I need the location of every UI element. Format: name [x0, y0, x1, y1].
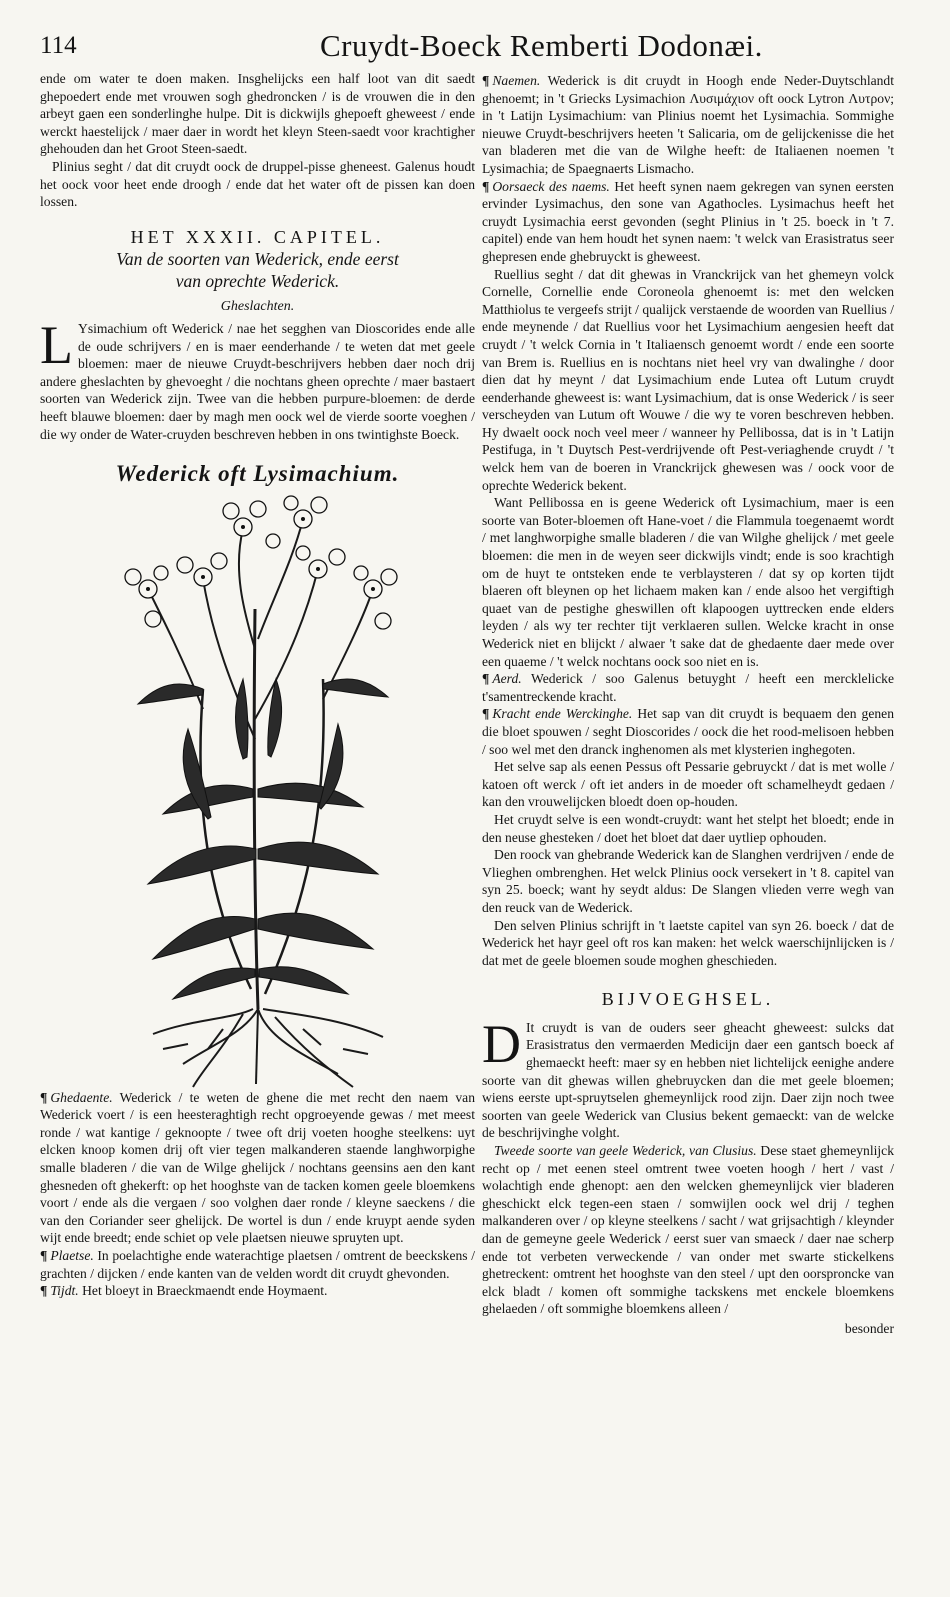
- paragraph-mark: ¶: [482, 671, 490, 687]
- oorsaeck-paragraph: [482, 178, 894, 266]
- running-title: Cruydt-Boeck Remberti Dodonæi.: [320, 28, 763, 63]
- pellibossa-paragraph: Want Pellibossa en is geene Wederick oft Lysimachium, maer is een soorte van Boter-bloemen oft Hane-voet / die Flammula toegenaemt wordt / met langhworpighe smalle bladeren / die van Wilghe ghelijck / met geele bloemen: die men in de weyen seer dickwijls vindt; ende is soo krachtigh om de huyt te ontsteken ende te verblaysteren / dat sy op korten tijdt blaeren oft bleynen op het lichaem maken kan / ende alsoo het vergiftigh quaet van de pestighe gheswillen oft klapoogen uyttrecken ende elders leyden / als wy ter rechter tijt verklaeren sullen. Welcke kracht in onse Wederick niet en blijckt / alwaer 't sake dat de ghedaente daer mede over een quaeme / 't welck nochtans oock soo niet en is.: [482, 495, 894, 669]
- naemen-text: Wederick is dit cruydt in Hoogh ende Neder-Duytschlandt ghenoemt; in 't Griecks Lysimachion Λυσιμάχιον oft oock Lytron Λυτρον; in 't Latijn Lysimachium: van Plinius noemt het Lysimachia. Sommighe nieuwe Cruydt-beschrijvers heeten 't Salicaria, om de gelijckenisse die het van bladeren met die van de Wilghe heeft: de Italiaenen noemen 't Lysimachia; de Spaegnaerts Lismacho.: [482, 73, 894, 176]
- naemen-label: Naemen.: [492, 73, 541, 88]
- figure-caption: Wederick oft Lysimachium.: [115, 461, 400, 487]
- tweede-soorte-label: Tweede soorte van geele Wederick, van Clusius.: [494, 1143, 757, 1159]
- plinius-paragraph: Plinius seght / dat dit cruydt oock de druppel-pisse gheneest. Galenus houdt het oock voor heet ende droogh / ende dat het water oft de pissen kan doen lossen.: [40, 158, 475, 210]
- chapter-heading: HET XXXII. CAPITEL.: [130, 226, 385, 247]
- plaetse-paragraph: [40, 1247, 475, 1282]
- plaetse-label: Plaetse.: [50, 1248, 94, 1264]
- kracht-paragraph: [482, 705, 894, 758]
- paragraph-mark: ¶: [482, 73, 490, 88]
- top-paragraph: ende om water te doen maken. Insghelijcks een half loot van dit saedt ghepoedert ende met vrouwen sogh ghedroncken / is de vrouwen die in den arbeyt gaen een sonderlinghe hulpe. Dit is dickwijls ghepoeft gheweest / ende werckt haestelijck / maer daer in wordt het kleyn Steen-saedt voor krachtigher ghehouden dan het Groot Steen-saedt.: [40, 71, 475, 157]
- naemen-paragraph: [482, 72, 894, 178]
- bijvoegsel-heading: BIJVOEGHSEL.: [601, 989, 775, 1010]
- paragraph-mark: ¶: [40, 1089, 48, 1105]
- tijdt-label: Tijdt.: [50, 1283, 79, 1299]
- ghedaente-paragraph: [40, 1089, 475, 1247]
- oorsaeck-text: Het heeft synen naem gekregen van synen eersten ervinder Lysimachus, den sone van Agathocles. Lysimachus heeft het cruydt Lysimachia eerst gevonden (seght Plinius in 't 25. boeck in 't 7. capitel) ende van hem houdt het synen naem: 't welck van Erasistratus seer ghepresen ende ghebruyckt is gheweest.: [482, 178, 894, 264]
- tijdt-text: Het bloeyt in Braeckmaendt ende Hoymaent.: [82, 1283, 328, 1299]
- paragraph-mark: ¶: [40, 1283, 48, 1299]
- aerd-label: Aerd.: [492, 671, 522, 687]
- right-column: [482, 72, 894, 1338]
- bijvoegsel-paragraph: [482, 1013, 894, 1142]
- kracht-text: Het sap van dit cruydt is bequaem den genen die bloet spouwen / seght Dioscorides / oock die het rood-melisoen hebben / soo wel met den dranck inghenomen als met klysterien inghegoten.: [482, 706, 894, 757]
- ghedaente-label: Ghedaente.: [50, 1089, 113, 1105]
- lysimachium-woodcut-illustration: [93, 489, 423, 1089]
- kracht-paragraph-2: Het selve sap als eenen Pessus oft Pessarie gebruyckt / dat is met wolle / katoen oft werck / oft iet anders in de moeder oft schamelheydt gedaen / kan den vrouwelijcken bloedt doen op-houden.: [482, 759, 894, 810]
- drop-cap-letter: D: [482, 1013, 521, 1074]
- left-column: [40, 70, 475, 1300]
- page-number: 114: [40, 32, 77, 59]
- bijvoegsel-text: It cruydt is van de ouders seer gheacht gheweest: sulcks dat Erasistratus den vermaerden Medicijn daer een gantsch boeck af ghemaeckt heeft: maer sy en hebben niet lichtelijck eenighe andere soorte van dit ghewas willen ghebruycken dan die met geele bloemen; wiens eerste upt-spruytselen ghemeynlijck rood zijn. Daer zijn noch twee soorten van geele Wederick van Clusius bekent gemaeckt: van de welcke de beschrijvinghe volght.: [482, 1019, 894, 1141]
- page-header: [40, 28, 910, 70]
- geslachten-paragraph: [40, 314, 475, 443]
- kracht-label: Kracht ende Werckinghe.: [492, 706, 633, 722]
- plaetse-text: In poelachtighe ende waterachtige plaetsen / omtrent de beeckskens / grachten / dijcken / ende kanten van de velden wordt dit cruydt ghevonden.: [40, 1248, 475, 1281]
- paragraph-mark: ¶: [482, 706, 490, 722]
- chapter-subtitle-line-1: Van de soorten van Wederick, ende eerst: [116, 249, 399, 270]
- tijdt-paragraph: [40, 1282, 475, 1300]
- paragraph-mark: ¶: [482, 178, 490, 194]
- tweede-soorte-paragraph: [482, 1142, 894, 1318]
- tweede-soorte-text: Dese staet ghemeynlijck recht op / met eenen steel omtrent twee voeten hoogh / hert / vast / wolachtigh ende ghenopt: aen den welcken ghemeynlijck vier bladeren gheschickt elck tegen-een staen / somwijlen oock wel drij / teghen malkanderen over / op kleyne steelkens / sacht / wat grijsachtigh / kleynder dan de gemeyne geele Wederick / eerst suer van smaeck / daer nae scherp ende tot verbeten verweckende / van onder met swarte stickelkens ghetreckent: omtrent het hooghste van den steel / upt den oorsproncke van elck bladt / komen oft sommighe tackskens met enckele bloemkens ghelaeden / oft sommighe bloemkens alleen /: [482, 1143, 894, 1317]
- chapter-subtitle-line-2: van oprechte Wederick.: [175, 271, 340, 292]
- oorsaeck-label: Oorsaeck des naems.: [492, 178, 610, 194]
- catchword: besonder: [844, 1320, 894, 1336]
- geslachten-text: Ysimachium oft Wederick / nae het segghen van Dioscorides ende alle de oude schrijvers / en is maer eenderhande / te weten dat met geele bloemen: maer de nieuwe Cruydt-beschrijvers hebben daer noch drij andere gheslachten by ghevoeght / die nochtans gheen oprechte / maer bastaert soorten van Wederick zijn. Twee van die hebben purpure-bloemen: de derde heeft blauwe bloemen: daer by magh men oock wel de vierde soorte voeghen / die wy onder de Water-cruyden beschreven hebben in ons twintighste Boeck.: [40, 320, 475, 442]
- ghedaente-text: Wederick / te weten de ghene die met recht den naem van Wederick voert / is een heesteraghtigh recht opgroeyende gewas / met meest ronde / wat kantige / geknoopte / twee oft drij voeten hooghe steelkens: uyt elcken knoop komen drij oft vier tegen malkanderen staende langhworpighe smalle bladeren / die van de Wilge ghelijck / nochtans geensins aen den kant ghesneden oft ghekerft: op het hooghste van de tacken komen geele bloemkens voort / ende als die vergaen / soo volghen daer ronde / kleyne saeckens / die van den Coriander seer ghelijck. De wortel is dun / ende kruypt aende syden wijt ende breedt; ende schiet op vele plaetsen nieuwe spruyten upt.: [40, 1089, 475, 1246]
- geslachten-label: Gheslachten.: [220, 299, 295, 315]
- drop-cap-letter: L: [40, 314, 73, 375]
- paragraph-mark: ¶: [40, 1248, 48, 1264]
- ruellius-paragraph: Ruellius seght / dat dit ghewas in Vranckrijck van het ghemeyn volck Cornelle, Cornellie ende Coroneola ghenoemt is: met den welcken Matthiolus te vergeefs strijt / qualijck verstaende de woorden van Ruellius / ende meynende / dat Ruellius voor het Lysimachium aengesien heeft dat cruydt / 't welck Cornia in 't Italiaensch genoemt wordt / ende een soorte van Brem is. Ruellius en is nochtans niet heel vry van dwalinghe / door dien dat hy meynt / dat Lysimachium ende Lutea oft Lutum cruydt eenderhande gheweest is: want Lysimachium, dat is onse Wederick / is seer verscheyden van Lutum oft Wouwe / die wy te voren beschreven hebben. Hy dwaelt oock noch veel meer / wanneer hy Pellibossa, dat is in 't Latijn Pestifuga, in 't Duytsch Pest-verdrijvende oft Pest-veriaghende cruydt / 't welck hem van de boeren in Vranckrijck ghewesen was / oock voor de oprechte Wederick bekent.: [482, 266, 894, 493]
- kracht-paragraph-5: Den selven Plinius schrijft in 't laetste capitel van syn 26. boeck / dat de Wederick het hayr geel oft ros kan maken: het welck waerschijnlijcken is / dat met de geele bloemen soude moghen gheschieden.: [482, 917, 894, 968]
- aerd-text: Wederick / soo Galenus betuyght / heeft een mercklelicke t'samentreckende kracht.: [482, 671, 894, 704]
- kracht-paragraph-3: Het cruydt selve is een wondt-cruydt: want het stelpt het bloedt; ende in den neuse ghesteken / doet het bloet dat daer uytliep ophouden.: [482, 811, 894, 845]
- aerd-paragraph: [482, 670, 894, 705]
- kracht-paragraph-4: Den roock van ghebrande Wederick kan de Slanghen verdrijven / ende de Vlieghen ombrenghen. Het welck Plinius oock versekert in 't 8. capitel van syn 25. boeck; want hy seydt aldus: De Slangen vlieden verre wegh van den reuck van de Wederick.: [482, 847, 894, 915]
